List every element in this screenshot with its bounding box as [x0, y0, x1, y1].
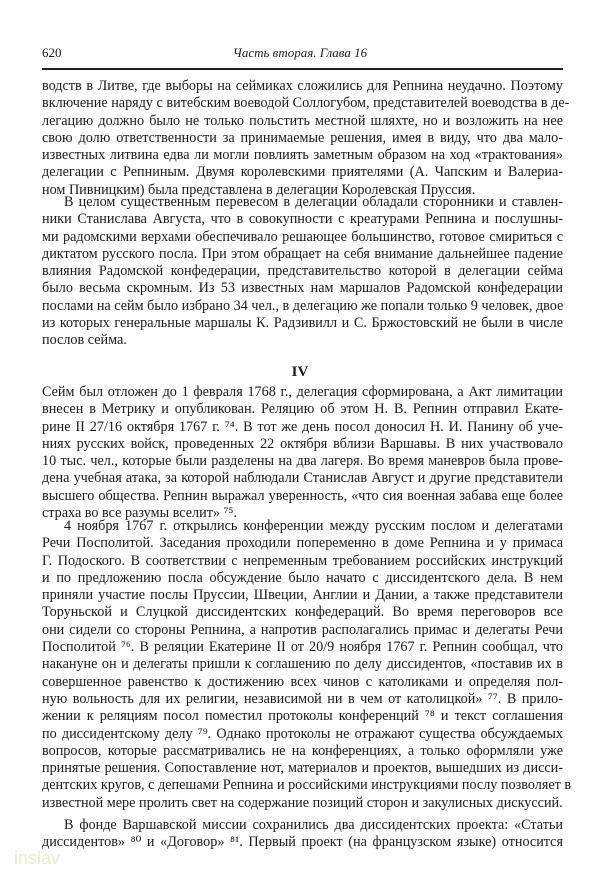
text-line: высшего общества. Репнин выражал уверенность, «что сия военная забава еще более — [42, 487, 563, 504]
text-line: и по предложению посла обсуждение было начато с диссидентского дела. В нем — [42, 569, 563, 586]
text-line: послов сейма. — [42, 332, 127, 349]
text-line: известных литвина едва ли могли повлиять заметным образом на ход «трактования» — [42, 147, 563, 164]
text-line: Сейм был отложен до 1 февраля 1768 г., делегация сформирована, а Акт лимитации — [42, 384, 563, 400]
section-number: IV — [291, 364, 309, 380]
text-line: В целом существенным перевесом в делегации обладали сторонники и ставлен- — [64, 194, 563, 210]
text-line: ниях русских войск, проведенных 22 октября вблизи Варшавы. В них участвовало — [42, 435, 563, 452]
text-line: 4 ноября 1767 г. открылись конференции между русским послом и делегатами — [64, 518, 563, 534]
text-line: ном Пивницким) была представлена в делегации Королевская Пруссия. — [42, 181, 476, 198]
text-line: внесен в Метрику и опубликован. Реляцию об этом Н. В. Репнин отправил Екате- — [42, 401, 563, 418]
text-line: они сидели со стороны Репнина, а напротив располагались примас и делегаты Речи — [42, 621, 563, 638]
text-line: диссидентов» ⁸⁰ и «Договор» ⁸¹. Первый проект (на французском языке) относится — [42, 834, 563, 851]
text-line: рине II 27/16 октября 1767 г. ⁷⁴. В тот же день посол доносил Н. И. Панину об уче- — [42, 418, 563, 435]
text-line: было весьма скромным. Из 53 известных нам маршалов Радомской конфедерации — [42, 280, 563, 297]
text-line: совершенное равенство к достижению всех чинов с католиками и определяя пол- — [42, 673, 563, 690]
text-line: делегации с Репниным. Двумя королевскими приятелями (А. Чапским и Валериа- — [42, 164, 563, 181]
text-line: ники Станислава Августа, что в совокупности с креатурами Репнина и послушны- — [42, 211, 563, 228]
paragraph-5 — [42, 817, 563, 852]
text-line: приняли участие послы Пруссии, Швеции, Англии и Дании, а также представители — [42, 587, 563, 604]
watermark: inslav — [14, 848, 61, 868]
text-line: водств в Литве, где выборы на сеймиках сложились для Репнина неудачно. Поэтому — [42, 78, 563, 94]
text-line: Торуньской и Слуцкой диссидентских конфедераций. Во время переговоров все — [42, 604, 563, 621]
text-line: страха во все разумы вселит» ⁷⁵. — [42, 505, 237, 522]
text-line: диктатом русского посла. При этом обращает на себя внимание дальнейшее падение — [42, 245, 563, 262]
text-line: дентских кругов, с депешами Репнина и российскими инструкциями послу позволяет в — [42, 777, 572, 794]
paragraph-4 — [42, 518, 572, 812]
text-line: ную вольность для их религии, независимой ни в чем от католицкой» ⁷⁷. В прило- — [42, 690, 563, 707]
paragraph-2 — [42, 194, 563, 350]
text-line: включение наряду с витебским воеводой Соллогубом, представителей воеводства в де- — [42, 95, 570, 112]
running-title: Часть вторая. Глава 16 — [232, 45, 368, 60]
text-line: из которых генеральные маршалы К. Радзивилл и С. Бржостовский не были в числе — [42, 315, 563, 332]
text-line: дена учебная атака, за которой наблюдали Станислав Август и другие представители — [42, 470, 563, 487]
text-line: Речи Посполитой. Заседания проходили попеременно в доме Репнина и у примаса — [42, 535, 563, 552]
text-line: Г. Подоского. В соответствии с непременным требованием российских инструкций — [42, 552, 563, 569]
text-line: известной мере пролить свет на содержание позиций сторон и закулисных дискуссий. — [42, 794, 563, 811]
text-line: Посполитой ⁷⁶. В реляции Екатерине II от 20/9 ноября 1767 г. Репнин сообщал, что — [42, 639, 563, 656]
text-line: послами на сейм было избрано 34 чел., в делегацию же попали только 9 человек, двое — [42, 297, 564, 314]
text-line: принятые решения. Сопоставление нот, материалов и проектов, вышедших из дисси- — [42, 760, 563, 777]
paragraph-1 — [42, 78, 570, 199]
paragraph-3 — [42, 384, 563, 522]
text-line: по диссидентскому делу ⁷⁹. Однако протоколы не отражают существа обсуждаемых — [42, 725, 563, 742]
header-rule — [42, 68, 563, 70]
text-line: легацию должно было не только польстить местной шляхте, но и возложить на нее — [42, 112, 563, 129]
text-line: ми радомскими верхами обеспечивало решающее большинство, готовое смириться с — [42, 228, 563, 245]
text-line: влияния Радомской конфедерации, представительство которой в делегации сейма — [42, 263, 563, 280]
page-number: 620 — [42, 45, 62, 60]
text-line: вопросов, которые рассматривались не на конференциях, а только оформляли уже — [42, 742, 563, 759]
text-line: 10 тыс. чел., которые были разделены на два лагеря. Во время маневров была прове- — [42, 453, 563, 470]
text-line: В фонде Варшавской миссии сохранились два диссидентских проекта: «Статьи — [64, 817, 563, 833]
text-line: накануне он и делегаты пришли к соглашению по делу диссидентов, «поставив их в — [42, 656, 563, 673]
text-line: жении к реляциям посол поместил протоколы конференций ⁷⁸ и текст соглашения — [42, 708, 563, 725]
text-line: свою долю ответственности за принимаемые решения, имея в виду, что два мало- — [42, 129, 563, 146]
